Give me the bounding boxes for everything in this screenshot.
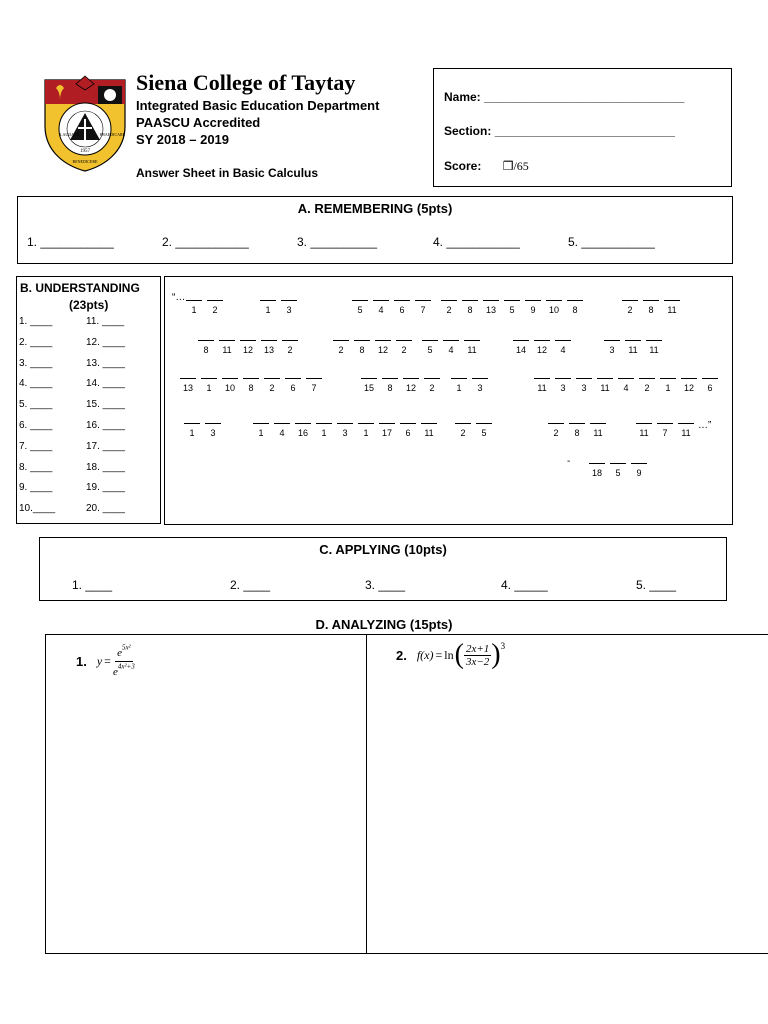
cipher-blank[interactable] [567, 300, 583, 316]
problem-2-ln: ln [444, 647, 454, 662]
cipher-word [441, 300, 583, 316]
section-a-item[interactable]: 3. __________ [297, 235, 378, 249]
cipher-number: 2 [212, 305, 218, 315]
cipher-number: 3 [609, 345, 615, 355]
cipher-blank[interactable] [451, 378, 467, 394]
understanding-item[interactable]: 3. ____ [19, 357, 53, 369]
section-a-item[interactable]: 1. ___________ [27, 235, 114, 249]
name-field[interactable]: ______________________________ [484, 90, 685, 104]
section-d-box [45, 634, 768, 954]
cipher-word [361, 378, 440, 394]
cipher-blank[interactable] [337, 423, 353, 439]
cipher-number: 2 [446, 305, 452, 315]
cipher-number: 8 [387, 383, 393, 393]
section-field[interactable]: ___________________________ [494, 124, 675, 138]
understanding-item[interactable]: 18. ____ [86, 461, 125, 473]
accreditation: PAASCU Accredited [136, 115, 261, 130]
section-b-title: B. UNDERSTANDING [20, 281, 140, 295]
cipher-number: 2 [627, 305, 633, 315]
cipher-number: 10 [224, 383, 235, 393]
problem-2-power: 3 [500, 641, 506, 651]
cipher-number: 1 [265, 305, 271, 315]
cipher-blank[interactable] [243, 378, 259, 394]
cipher-blank[interactable] [476, 423, 492, 439]
cipher-number: 11 [424, 428, 434, 438]
cipher-number: 12 [536, 345, 547, 355]
cipher-number: 3 [560, 383, 566, 393]
cipher-word [352, 300, 431, 316]
section-a-item[interactable]: 5. ___________ [568, 235, 655, 249]
cipher-number: 7 [662, 428, 668, 438]
section-d-divider [366, 634, 367, 954]
cipher-number: 1 [363, 428, 369, 438]
cipher-blank[interactable] [201, 378, 217, 394]
section-b-points: (23pts) [69, 298, 109, 312]
cipher-blank[interactable] [260, 300, 276, 316]
cipher-blank[interactable] [396, 340, 412, 356]
problem-2-number: 2. [396, 647, 407, 663]
cipher-blank[interactable] [590, 423, 606, 439]
cipher-blank[interactable] [306, 378, 322, 394]
cipher-blank[interactable] [589, 463, 605, 479]
cipher-number: 7 [311, 383, 317, 393]
cipher-number: 1 [206, 383, 212, 393]
cipher-number: 1 [191, 305, 197, 315]
cipher-number: 16 [297, 428, 308, 438]
cipher-blank[interactable] [660, 378, 676, 394]
cipher-blank[interactable] [205, 423, 221, 439]
cipher-number: 18 [591, 468, 602, 478]
understanding-item[interactable]: 7. ____ [19, 440, 53, 452]
understanding-item[interactable]: 9. ____ [19, 482, 53, 494]
cipher-blank[interactable] [455, 423, 471, 439]
cipher-blank[interactable] [403, 378, 419, 394]
section-label: Section: [444, 124, 492, 138]
cipher-blank[interactable] [424, 378, 440, 394]
problem-1-y: y [96, 654, 103, 668]
cipher-blank[interactable] [198, 340, 214, 356]
cipher-blank[interactable] [295, 423, 311, 439]
cipher-blank[interactable] [281, 300, 297, 316]
section-c-item[interactable]: 4. _____ [501, 578, 548, 592]
cipher-number: 4 [378, 305, 384, 315]
cipher-number: 13 [263, 345, 274, 355]
cipher-number: 11 [667, 305, 677, 315]
cipher-blank[interactable] [354, 340, 370, 356]
cipher-number: 12 [683, 383, 694, 393]
cipher-number: 5 [481, 428, 487, 438]
cipher-number: 2 [338, 345, 344, 355]
understanding-item[interactable]: 10.____ [19, 503, 56, 515]
understanding-item[interactable]: 11. ____ [86, 316, 125, 327]
cipher-blank[interactable] [681, 378, 697, 394]
cipher-number: 5 [427, 345, 433, 355]
cipher-number: 8 [648, 305, 654, 315]
cipher-word [260, 300, 297, 316]
cipher-number: 1 [258, 428, 264, 438]
cipher-blank[interactable] [464, 340, 480, 356]
cipher-dash: - [567, 456, 571, 467]
cipher-number: 8 [467, 305, 473, 315]
problem-2-denominator: 3x−2 [465, 655, 490, 668]
cipher-blank[interactable] [358, 423, 374, 439]
cipher-blank[interactable] [379, 423, 395, 439]
score-value: ❒/65 [502, 159, 529, 173]
understanding-item[interactable]: 15. ____ [86, 399, 125, 411]
problem-2-fx: f(x) [416, 647, 434, 662]
problem-1-exp-top: 5x² [121, 643, 131, 652]
understanding-item[interactable]: 1. ____ [19, 316, 53, 327]
cipher-blank[interactable] [576, 378, 592, 394]
cipher-number: 8 [574, 428, 580, 438]
problem-1-exp-bottom: 4x²+3 [117, 662, 135, 671]
cipher-number: 12 [377, 345, 388, 355]
cipher-number: 5 [357, 305, 363, 315]
cipher-number: 6 [399, 305, 405, 315]
section-a-item[interactable]: 4. ___________ [433, 235, 520, 249]
section-a-box [17, 196, 733, 264]
cipher-number: 2 [553, 428, 559, 438]
cipher-number: 2 [287, 345, 293, 355]
logo-motto-bottom: BENEDICERE [72, 159, 98, 164]
cipher-number: 1 [321, 428, 327, 438]
section-c-item[interactable]: 2. ____ [230, 578, 271, 592]
cipher-number: 6 [405, 428, 411, 438]
cipher-number: 11 [467, 345, 477, 355]
cipher-blank[interactable] [441, 300, 457, 316]
cipher-blank[interactable] [639, 378, 655, 394]
cipher-blank[interactable] [643, 300, 659, 316]
cipher-word [253, 423, 437, 439]
right-paren-icon: ) [491, 639, 501, 670]
school-year: SY 2018 – 2019 [136, 132, 230, 147]
cipher-blank[interactable] [546, 300, 562, 316]
understanding-item[interactable]: 8. ____ [19, 461, 53, 473]
problem-1-e-top: e [117, 647, 122, 659]
cipher-blank[interactable] [534, 340, 550, 356]
cipher-number: 4 [560, 345, 566, 355]
cipher-blank[interactable] [264, 378, 280, 394]
close-quote: …” [698, 420, 712, 431]
cipher-blank[interactable] [534, 378, 550, 394]
cipher-blank[interactable] [207, 300, 223, 316]
cipher-blank[interactable] [513, 340, 529, 356]
cipher-number: 2 [401, 345, 407, 355]
cipher-blank[interactable] [625, 340, 641, 356]
problem-1-eq: = [104, 654, 111, 668]
cipher-blank[interactable] [285, 378, 301, 394]
cipher-number: 13 [182, 383, 193, 393]
name-label: Name: [444, 90, 481, 104]
section-a-item[interactable]: 2. ___________ [162, 235, 249, 249]
understanding-item[interactable]: 13. ____ [86, 357, 125, 369]
cipher-number: 11 [222, 345, 232, 355]
cipher-blank[interactable] [555, 378, 571, 394]
understanding-item[interactable]: 20. ____ [86, 503, 125, 515]
cipher-blank[interactable] [184, 423, 200, 439]
left-paren-icon: ( [454, 639, 464, 670]
cipher-number: 8 [248, 383, 254, 393]
cipher-blank[interactable] [316, 423, 332, 439]
cipher-blank[interactable] [253, 423, 269, 439]
cipher-number: 3 [477, 383, 483, 393]
cipher-blank[interactable] [483, 300, 499, 316]
cipher-word [636, 423, 694, 439]
understanding-item[interactable]: 6. ____ [19, 420, 53, 431]
cipher-number: 8 [359, 345, 365, 355]
cipher-number: 11 [649, 345, 659, 355]
cipher-blank[interactable] [646, 340, 662, 356]
cipher-number: 2 [644, 383, 650, 393]
cipher-word [333, 340, 412, 356]
cipher-blank[interactable] [333, 340, 349, 356]
logo-motto-right: PRAEDICARE [100, 132, 126, 137]
section-c-title: C. APPLYING (10pts) [319, 542, 447, 557]
cipher-number: 5 [615, 468, 621, 478]
open-quote: “… [172, 292, 186, 303]
cipher-number: 7 [420, 305, 426, 315]
cipher-blank[interactable] [394, 300, 410, 316]
cipher-blank[interactable] [400, 423, 416, 439]
cipher-number: 8 [203, 345, 209, 355]
understanding-item[interactable]: 12. ____ [86, 336, 125, 348]
logo-year: 1957 [80, 149, 90, 154]
cipher-blank[interactable] [421, 423, 437, 439]
cipher-word [548, 423, 606, 439]
cipher-number: 14 [515, 345, 526, 355]
cipher-blank[interactable] [443, 340, 459, 356]
cipher-blank[interactable] [657, 423, 673, 439]
cipher-blank[interactable] [375, 340, 391, 356]
cipher-blank[interactable] [352, 300, 368, 316]
understanding-item[interactable]: 14. ____ [86, 378, 125, 390]
cipher-word [604, 340, 662, 356]
cipher-word [198, 340, 298, 356]
cipher-number: 11 [600, 383, 610, 393]
cipher-number: 3 [342, 428, 348, 438]
sheet-title: Answer Sheet in Basic Calculus [136, 166, 319, 180]
cipher-blank[interactable] [186, 300, 202, 316]
cipher-number: 3 [286, 305, 292, 315]
cipher-number: 2 [429, 383, 435, 393]
cipher-number: 17 [381, 428, 392, 438]
cipher-blank[interactable] [631, 463, 647, 479]
cipher-number: 3 [210, 428, 216, 438]
cipher-word [589, 463, 647, 479]
section-c-item[interactable]: 1. ____ [72, 578, 113, 592]
cipher-number: 12 [405, 383, 416, 393]
cipher-word [180, 378, 322, 394]
cipher-blank[interactable] [415, 300, 431, 316]
cipher-blank[interactable] [219, 340, 235, 356]
cipher-number: 4 [448, 345, 454, 355]
cipher-number: 6 [290, 383, 296, 393]
problem-2 [396, 641, 505, 669]
cipher-blank[interactable] [422, 340, 438, 356]
cipher-word [513, 340, 571, 356]
cipher-number: 12 [242, 345, 253, 355]
cipher-blank[interactable] [610, 463, 626, 479]
cipher-number: 4 [623, 383, 629, 393]
problem-1 [76, 643, 135, 680]
problem-1-number: 1. [76, 654, 87, 669]
cipher-blank[interactable] [548, 423, 564, 439]
cipher-number: 8 [572, 305, 578, 315]
cipher-number: 4 [279, 428, 285, 438]
cipher-number: 3 [581, 383, 587, 393]
cipher-word [622, 300, 680, 316]
cipher-number: 11 [537, 383, 547, 393]
cipher-number: 11 [639, 428, 649, 438]
cipher-blank[interactable] [462, 300, 478, 316]
cipher-blank[interactable] [569, 423, 585, 439]
cipher-number: 15 [363, 383, 374, 393]
understanding-item[interactable]: 19. ____ [86, 482, 125, 494]
understanding-item[interactable]: 2. ____ [19, 336, 53, 348]
cipher-number: 11 [628, 345, 638, 355]
cipher-number: 6 [707, 383, 713, 393]
cipher-number: 2 [460, 428, 466, 438]
cipher-blank[interactable] [618, 378, 634, 394]
cipher-blank[interactable] [180, 378, 196, 394]
cipher-number: 13 [485, 305, 496, 315]
section-c-item[interactable]: 3. ____ [365, 578, 406, 592]
cipher-blank[interactable] [525, 300, 541, 316]
cipher-number: 5 [509, 305, 515, 315]
cipher-blank[interactable] [555, 340, 571, 356]
cipher-number: 11 [681, 428, 691, 438]
cipher-number: 9 [636, 468, 642, 478]
student-info-box [433, 68, 732, 187]
cipher-word [534, 378, 718, 394]
cipher-blank[interactable] [597, 378, 613, 394]
understanding-item[interactable]: 17. ____ [86, 440, 125, 452]
cipher-blank[interactable] [373, 300, 389, 316]
cipher-blank[interactable] [261, 340, 277, 356]
section-d-title: D. ANALYZING (15pts) [315, 617, 453, 632]
cipher-blank[interactable] [274, 423, 290, 439]
cipher-word [451, 378, 488, 394]
cipher-number: 10 [548, 305, 559, 315]
cipher-number: 1 [665, 383, 671, 393]
cipher-blank[interactable] [240, 340, 256, 356]
cipher-blank[interactable] [282, 340, 298, 356]
score-label: Score: [444, 159, 482, 173]
cipher-word [455, 423, 492, 439]
cipher-blank[interactable] [604, 340, 620, 356]
cipher-blank[interactable] [382, 378, 398, 394]
cipher-blank[interactable] [504, 300, 520, 316]
problem-2-numerator: 2x+1 [465, 642, 490, 655]
cipher-word [186, 300, 223, 316]
cipher-number: 1 [189, 428, 195, 438]
cipher-number: 2 [269, 383, 275, 393]
cipher-blank[interactable] [622, 300, 638, 316]
cipher-blank[interactable] [222, 378, 238, 394]
cipher-number: 1 [456, 383, 462, 393]
school-logo [42, 74, 128, 172]
cipher-blank[interactable] [664, 300, 680, 316]
cipher-number: 9 [530, 305, 536, 315]
problem-1-e-bottom: e [112, 666, 118, 678]
cipher-blank[interactable] [636, 423, 652, 439]
section-a-title: A. REMEMBERING (5pts) [297, 201, 453, 216]
problem-2-eq: = [435, 647, 443, 662]
cipher-blank[interactable] [702, 378, 718, 394]
cipher-number: 11 [593, 428, 603, 438]
cipher-blank[interactable] [361, 378, 377, 394]
section-c-item[interactable]: 5. ____ [636, 578, 677, 592]
understanding-item[interactable]: 4. ____ [19, 378, 53, 390]
cipher-word [184, 423, 221, 439]
understanding-item[interactable]: 16. ____ [86, 420, 125, 431]
school-name: Siena College of Taytay [136, 70, 356, 95]
understanding-item[interactable]: 5. ____ [19, 399, 53, 411]
cipher-word [422, 340, 480, 356]
cipher-blank[interactable] [472, 378, 488, 394]
department: Integrated Basic Education Department [136, 98, 380, 113]
logo-motto-left: LAUDARE [60, 132, 80, 137]
cipher-blank[interactable] [678, 423, 694, 439]
